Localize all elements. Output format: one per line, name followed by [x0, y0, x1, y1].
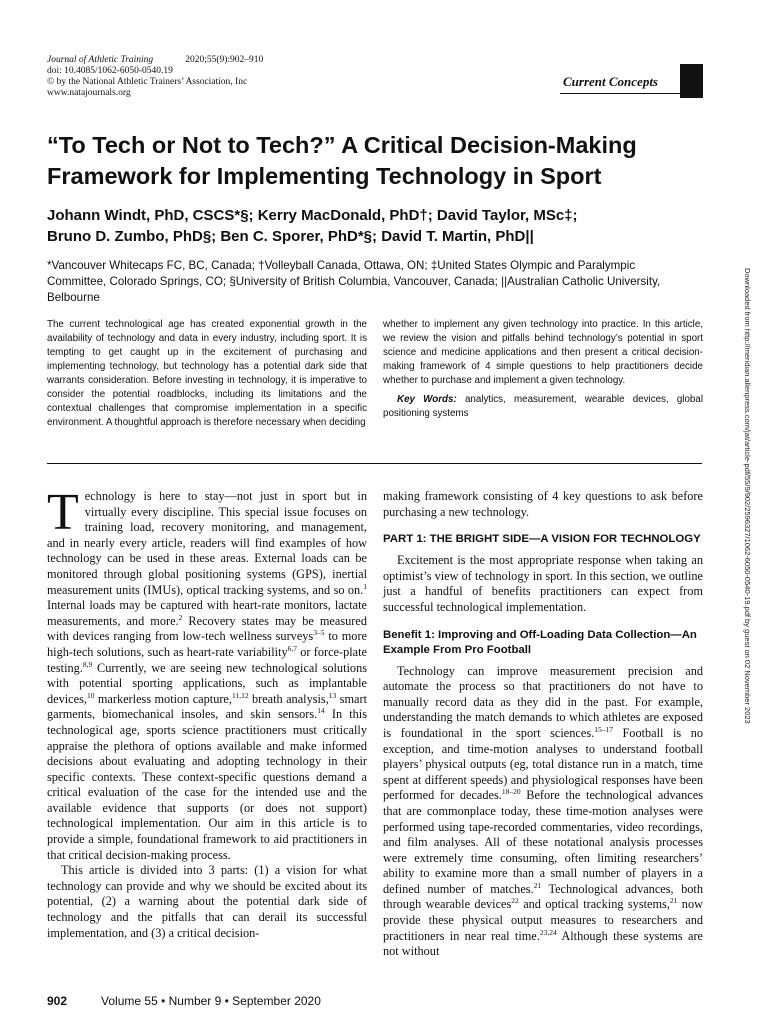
text-run: Internal loads may be captured with heart-rate monitors, lactate measurements, and more.	[47, 598, 367, 628]
body-paragraph-4: Excitement is the most appropriate response when taking an optimist’s view of technology in sport. In this section, we outline just a handful of benefits practitioners can expect from successful technological implementation.	[383, 553, 703, 614]
citation-ref: 1	[363, 581, 367, 591]
doi: doi: 10.4085/1062-6050-0540.19	[47, 66, 173, 76]
text-run: to more high-tech solutions, such as heart-rate variability	[47, 629, 367, 659]
citation-ref: 15–17	[594, 724, 613, 734]
text-run: echnology is here to stay—not just in sport but in virtually every discipline. This special issue focuses on training load, recovery monitoring, and management, and in nearly every article, readers will find examples of how technology can be used in these areas. External loads can be monitored through global positioning systems (GPS), inertial measurement units (IMUs), optical tracking systems, and so on.	[47, 489, 367, 597]
subsection-heading-benefit1: Benefit 1: Improving and Off-Loading Data Collection—An Example From Pro Football	[383, 628, 697, 656]
citation-ref: 14	[317, 706, 325, 716]
text-run: Technological advances, both through wearable devices	[383, 881, 703, 912]
keywords	[383, 393, 703, 421]
title-line-1: “To Tech or Not to Tech?” A Critical Decision-Making	[47, 132, 637, 158]
body-column-right	[383, 489, 703, 960]
body-column-left	[47, 484, 367, 941]
text-run: Currently, we are seeing new technological solutions with potential sporting applications, such as implantable devices,	[47, 660, 367, 706]
authors-line-2: Bruno D. Zumbo, PhD§; Ben C. Sporer, PhD*§; David T. Martin, PhD||	[47, 228, 534, 245]
abstract-right	[383, 318, 703, 421]
body-paragraph-3: making framework consisting of 4 key questions to ask before purchasing a new technology.	[383, 489, 703, 519]
abstract-text-left: The current technological age has created exponential growth in the availability of technology and data in every industry, including sport. It is tempting to get caught up in the excitement of purchasing and implementing technology, but technology has a potential dark side that warrants consideration. Before investing in technology, it is imperative to consider the potential roadblocks, including its limitations and the contextual challenges that compromise implementation in a specific environment. A thoughtful approach is therefore necessary when deciding	[47, 319, 367, 428]
title-line-2: Framework for Implementing Technology in Sport	[47, 163, 602, 189]
abstract-text-right: whether to implement any given technology into practice. In this article, we review the vision and pitfalls behind technology’s potential in sport science and medicine applications and then present a critical decision-making framework of 4 simple questions to help practitioners decide whether to purchase and implement a given technology.	[383, 319, 703, 386]
citation-ref: 3–5	[313, 628, 325, 638]
journal-header	[47, 55, 263, 99]
text-run: Before the technological advances that are commonplace today, these time-motion analyses were performed using tape-recorded commentaries, video recordings, and film analyses. All of these notational analysis processes were extremely time consuming, often limiting researchers’ ability to examine more than a small number of players in a defined number of matches.	[383, 788, 703, 896]
affiliations: *Vancouver Whitecaps FC, BC, Canada; †Volleyball Canada, Ottawa, ON; ‡United States Olympic and Paralympic Committee, Colorado Springs, CO; §University of British Columbia, Vancouver, Canada; ||Australian Catholic University, Belbourne	[47, 259, 661, 304]
text-run: In this technological age, sports science practitioners must critically appraise the plethora of options available and make informed decisions about evaluating and adopting technology in their specific contexts. These context-specific questions demand a critical evaluation of the case for the intended use and the available evidence that supports (or does not support) technological implementation. Our aim in this article is to provide a simple, foundational framework to aid practitioners in that critical decision-making process.	[47, 707, 367, 862]
body-paragraph-5	[383, 664, 703, 960]
page-number: 902	[47, 994, 68, 1008]
abstract-left	[47, 318, 367, 430]
citation-ref: 22	[511, 896, 519, 906]
drop-cap: T	[47, 484, 79, 541]
citation-ref: 13	[328, 690, 337, 700]
keywords-list: analytics, measurement, wearable devices, global positioning systems	[383, 394, 703, 419]
copyright: © by the National Athletic Trainers’ Association, Inc	[47, 77, 248, 87]
text-run: Football is no exception, and time-motion analyses to understand football players’ physical outputs (eg, total distance run in a match, time spent at different speeds) and physiological responses have been performed for decades.	[383, 725, 703, 803]
citation-ref: 21	[669, 896, 678, 906]
page-footer	[47, 994, 321, 1008]
authors-line-1: Johann Windt, PhD, CSCS*§; Kerry MacDonald, PhD†; David Taylor, MSc‡;	[47, 207, 578, 224]
citation-ref: 11,12	[231, 690, 249, 700]
text-run: smart garments, biomechanical insoles, and skin sensors.	[47, 691, 367, 722]
journal-website: www.natajournals.org	[47, 88, 131, 98]
body-paragraph-2: This article is divided into 3 parts: (1) a vision for what technology can provide and why we should be excited about its potential, (2) a warning about the potential dark side of technology and the pitfalls that can derail its successful implementation, and (3) a critical decision-	[47, 863, 367, 940]
section-heading-part1: PART 1: THE BRIGHT SIDE—A VISION FOR TECHNOLOGY	[383, 533, 701, 546]
issue-info: Volume 55 • Number 9 • September 2020	[101, 994, 321, 1008]
citation-ref: 23,24	[539, 927, 557, 937]
download-stamp-text: Downloaded from http://meridian.allenpress.com/jat/article-pdf/55/9/902/2596327/1062-6050-0540-19.pdf by guest on 02 November 2023	[743, 268, 752, 724]
article-title	[47, 130, 727, 192]
section-rule	[560, 93, 680, 94]
citation-ref: 10	[86, 690, 95, 700]
section-label: Current Concepts	[563, 74, 658, 89]
text-run: breath analysis,	[248, 691, 329, 706]
section-marker-block	[680, 64, 703, 98]
text-run: Recovery states may be measured with devices ranging from low-tech wellness surveys	[47, 613, 367, 644]
citation-ref: 18–20	[501, 787, 521, 797]
citation-ref: 21	[533, 880, 542, 890]
text-run: markerless motion capture,	[94, 691, 232, 706]
journal-citation: 2020;55(9):902–910	[185, 55, 264, 65]
citation-ref: 8,9	[82, 659, 93, 669]
text-run: or force-plate testing.	[47, 644, 367, 675]
abstract-divider	[47, 463, 702, 464]
keywords-label: Key Words:	[397, 394, 457, 405]
text-run: and optical tracking systems,	[518, 897, 670, 912]
journal-name: Journal of Athletic Training	[47, 55, 154, 65]
text-run: Although these systems are not without	[383, 928, 704, 959]
body-paragraph-1	[47, 484, 367, 863]
download-stamp	[740, 268, 754, 988]
text-run: Technology can improve measurement precision and automate the process so that practitioners do not have to manually record data as they did in the past. For example, understanding the match demands to which athletes are exposed is foundational in the sport sciences.	[383, 663, 703, 740]
citation-ref: 6,7	[287, 643, 297, 653]
text-run: now provide these physical output measures to researchers and practitioners in near real time.	[383, 897, 703, 943]
citation-ref: 2	[178, 612, 183, 622]
author-list	[47, 205, 727, 247]
